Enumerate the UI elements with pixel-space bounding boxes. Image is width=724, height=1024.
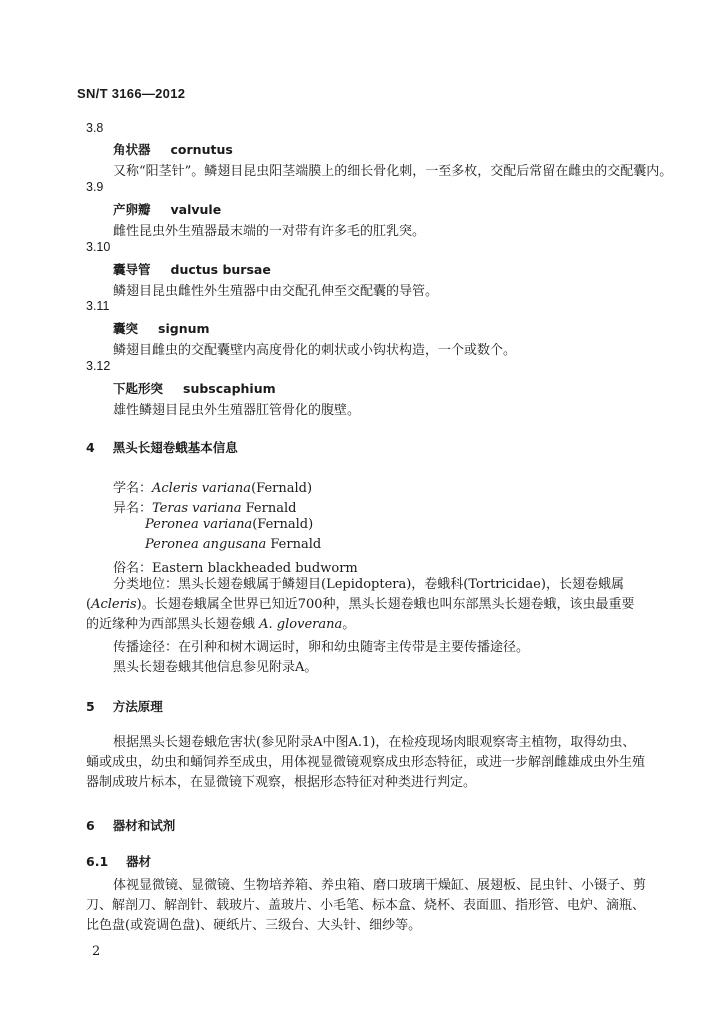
subsection-title: 器材 <box>126 854 152 869</box>
term-number: 3.11 <box>86 299 110 313</box>
classification-text: 。 <box>342 617 356 632</box>
common-name: Eastern blackheaded budworm <box>152 561 358 576</box>
synonym-name: Peronea angusana <box>145 537 267 552</box>
other-info-line: 黑头长翅卷蛾其他信息参见附录A。 <box>113 660 318 675</box>
author: Fernald <box>241 501 297 516</box>
term-en: ductus bursae <box>170 262 271 277</box>
term-definition: 鳞翅目雌虫的交配囊壁内高度骨化的刺状或小钩状构造，一个或数个。 <box>113 343 517 358</box>
section-heading <box>86 438 238 456</box>
term-title <box>113 260 271 278</box>
page-number: 2 <box>92 944 101 959</box>
synonym-name: Teras variana <box>152 501 242 516</box>
common-name-line <box>113 557 358 576</box>
section-title: 黑头长翅卷蛾基本信息 <box>112 440 238 455</box>
term-zh: 角状器 <box>113 142 151 157</box>
equipment-paragraph: 体视显微镜、显微镜、生物培养箱、养虫箱、磨口玻璃干燥缸、展翅板、昆虫针、小镊子、剪刀、解剖刀、解剖针、载玻片、盖玻片、小毛笔、标本盒、烧杯、表面皿、指形管、电炉、滴瓶、比色盘(或瓷调色盘)、硬纸片、三级台、大头针、细纱等。 <box>86 878 647 933</box>
term-number: 3.8 <box>86 121 104 135</box>
term-title <box>113 319 210 337</box>
scientific-name: Acleris variana <box>152 481 252 496</box>
synonym-line <box>145 537 321 552</box>
section-number: 4 <box>86 440 95 455</box>
section-number: 5 <box>86 699 95 714</box>
synonym-line <box>145 517 313 532</box>
term-number: 3.12 <box>86 359 111 373</box>
classification-paragraph <box>86 575 646 635</box>
classification-text: )。长翅卷蛾属全世界已知近700种，黑头长翅卷蛾也叫东部黑头长翅卷蛾，该虫最重要的近缘种为西部黑头长翅卷蛾 <box>86 597 635 632</box>
term-definition: 雄性鳞翅目昆虫外生殖器肛管骨化的腹壁。 <box>113 403 361 418</box>
document-header: SN/T 3166—2012 <box>77 86 186 101</box>
term-en: valvule <box>170 202 222 217</box>
method-paragraph: 根据黑头长翅卷蛾危害状(参见附录A中图A.1)，在检疫现场肉眼观察寄主植物，取得幼虫、蛹或成虫，幼虫和蛹饲养至成虫，用体视显微镜观察成虫形态特征，或进一步解剖雌雄成虫外生殖器制成玻片标本，在显微镜下观察，根据形态特征对种类进行判定。 <box>86 735 646 790</box>
label: 俗名： <box>113 561 153 576</box>
term-zh: 产卵瓣 <box>113 202 151 217</box>
label: 异名： <box>113 501 153 516</box>
term-zh: 囊导管 <box>113 262 151 277</box>
term-number: 3.9 <box>86 180 104 194</box>
section-heading <box>86 697 163 715</box>
scientific-name-line <box>113 477 312 496</box>
section-number: 6 <box>86 818 95 833</box>
term-zh: 囊突 <box>113 321 139 336</box>
section-title: 器材和试剂 <box>112 818 176 833</box>
label: 学名： <box>113 481 153 496</box>
term-title <box>113 379 276 397</box>
subsection-number: 6.1 <box>86 854 109 869</box>
term-en: cornutus <box>170 142 233 157</box>
term-en: subscaphium <box>183 381 276 396</box>
subsection-heading <box>86 852 151 870</box>
term-definition: 雌性昆虫外生殖器最末端的一对带有许多毛的肛乳突。 <box>113 224 426 239</box>
term-definition: 鳞翅目昆虫雌性外生殖器中由交配孔伸至交配囊的导管。 <box>113 284 439 299</box>
author: (Fernald) <box>252 517 314 532</box>
section-title: 方法原理 <box>112 699 163 714</box>
author: Fernald <box>266 537 322 552</box>
term-zh: 下匙形突 <box>113 381 164 396</box>
species-name: A. gloverana <box>259 617 343 632</box>
term-en: signum <box>158 321 210 336</box>
term-title <box>113 200 221 218</box>
term-title <box>113 140 233 158</box>
genus-name: Acleris <box>91 597 137 612</box>
transmission-line: 传播途径：在引种和树木调运时，卵和幼虫随寄主传带是主要传播途径。 <box>113 640 530 655</box>
author: (Fernald) <box>251 481 313 496</box>
term-number: 3.10 <box>86 240 111 254</box>
term-definition: 又称“阳茎针”。鳞翅目昆虫阳茎端膜上的细长骨化刺，一至多枚，交配后常留在雌虫的交配囊内。 <box>113 164 673 179</box>
synonym-line <box>113 497 296 516</box>
section-heading <box>86 816 175 834</box>
synonym-name: Peronea variana <box>145 517 253 532</box>
classification-text: 分类地位：黑头长翅卷蛾属于鳞翅目(Lepidoptera)，卷蛾科(Tortricidae)，长翅卷蛾属( <box>86 577 624 612</box>
